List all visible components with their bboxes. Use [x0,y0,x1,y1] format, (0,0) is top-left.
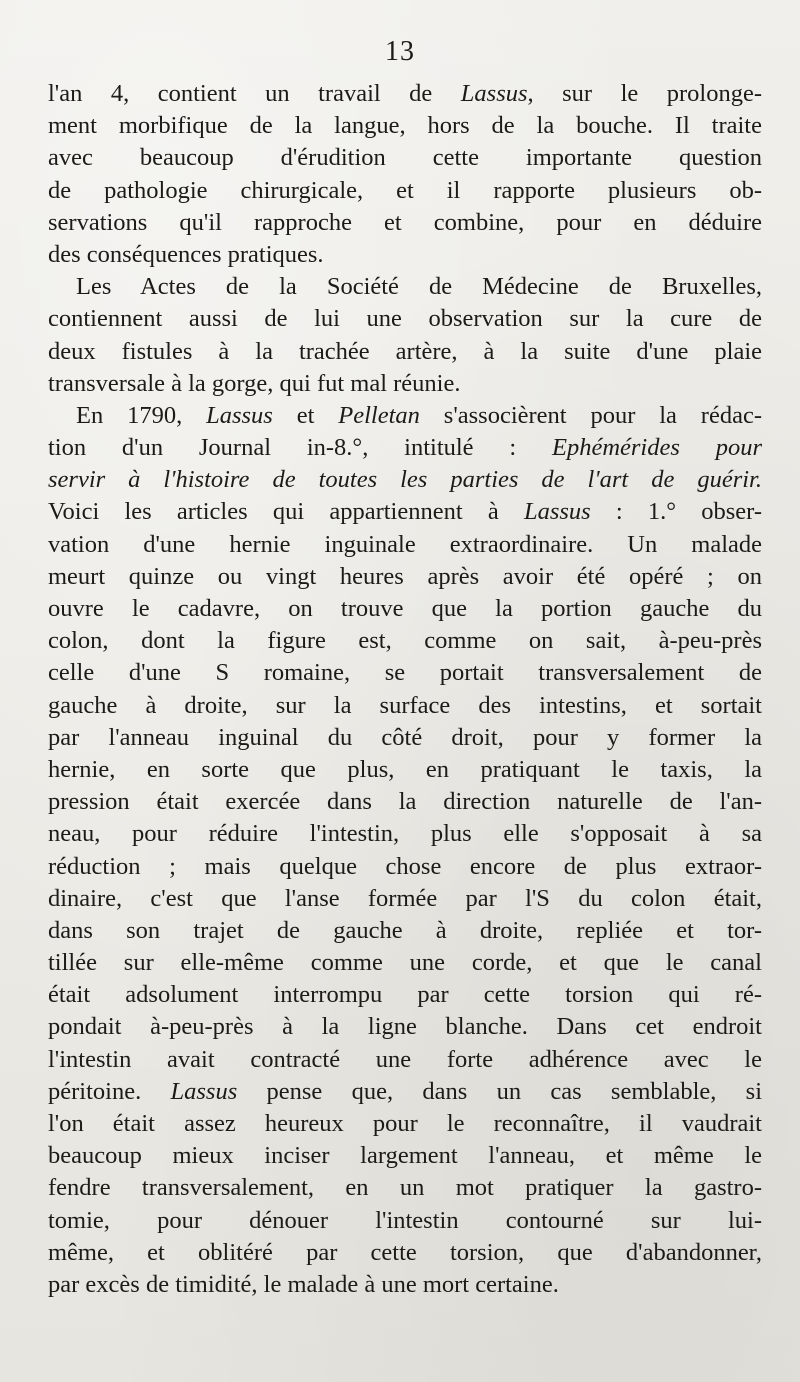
text-line [48,561,762,593]
text-run: En 1790, [76,401,207,429]
text-line [48,722,762,754]
text-run: fendre transversalement, en un mot pratiquer la gastro- [48,1174,762,1202]
text-line [48,529,762,561]
page-number: 13 [385,36,415,67]
italic-text: Lassus [206,401,273,429]
text-run: servations qu'il rapproche et combine, pour en déduire [48,208,762,236]
text-line [48,851,762,883]
text-line [48,786,762,818]
text-line [48,883,762,915]
text-run: réduction ; mais quelque chose encore de plus extraor- [48,852,762,880]
text-line [48,1108,762,1140]
text-line [48,400,762,432]
text-line [48,690,762,722]
text-line [48,78,762,110]
text-run: par excès de timidité, le malade à une mort certaine. [48,1270,559,1298]
text-run: Les Actes de la Société de Médecine de Bruxelles, [76,273,762,301]
text-run: Voici les articles qui appartiennent à [48,498,524,526]
text-run: gauche à droite, sur la surface des intestins, et sortait [48,691,762,719]
text-run: tillée sur elle-même comme une corde, et que le canal [48,949,762,977]
text-line [48,625,762,657]
text-run: pense que, dans un cas semblable, si [237,1077,762,1105]
text-run: colon, dont la figure est, comme on sait, à-peu-près [48,627,762,655]
text-run: péritoine. [48,1077,171,1105]
text-run: s'associèrent pour la rédac- [419,401,762,429]
text-run: l'an 4, contient un travail de [48,80,461,107]
text-run: vation d'une hernie inguinale extraordinaire. Un malade [48,530,762,558]
text-run: tomie, pour dénouer l'intestin contourné sur lui- [48,1206,762,1234]
text-line [48,657,762,689]
text-line [48,979,762,1011]
text-run: beaucoup mieux inciser largement l'anneau, et même le [48,1142,762,1170]
text-run: dinaire, c'est que l'anse formée par l'S du colon était, [48,884,762,912]
text-run: meurt quinze ou vingt heures après avoir été opéré ; on [48,562,762,590]
text-line [48,496,762,528]
text-line [48,271,762,303]
text-run: des conséquences pratiques. [48,240,324,268]
text-run: tion d'un Journal in-8.°, intitulé : [48,434,552,462]
text-line [48,464,762,496]
text-run: et [272,401,339,429]
italic-text: Pelletan [338,401,420,429]
text-run: ment morbifique de la langue, hors de la bouche. Il traite [48,112,762,140]
text-line [48,1044,762,1076]
text-run: contiennent aussi de lui une observation sur la cure de [48,305,762,333]
text-run: l'on était assez heureux pour le reconnaître, il vaudrait [48,1110,762,1137]
text-run: même, et oblitéré par cette torsion, que d'abandonner, [48,1238,762,1266]
text-line [48,593,762,625]
text-line [48,432,762,464]
text-line [48,1269,762,1301]
text-line [48,303,762,335]
italic-text: Lassus [460,80,528,107]
text-run: transversale à la gorge, qui fut mal réunie. [48,369,461,397]
text-run: était adsolument interrompu par cette torsion qui ré- [48,981,762,1009]
text-line [48,915,762,947]
text-run: deux fistules à la trachée artère, à la suite d'une plaie [48,337,762,365]
text-line [48,239,762,271]
text-line [48,947,762,979]
text-line [48,1011,762,1043]
text-run: ouvre le cadavre, on trouve que la portion gauche du [48,595,762,622]
text-run: dans son trajet de gauche à droite, repliée et tor- [48,916,762,944]
text-run: avec beaucoup d'érudition cette importante question [48,144,762,172]
text-line [48,818,762,850]
text-run: de pathologie chirurgicale, et il rapporte plusieurs ob- [48,176,762,204]
body-text [48,78,762,1301]
italic-text: Lassus [170,1077,238,1105]
text-line [48,1205,762,1237]
text-line [48,142,762,174]
italic-text: Ephémérides pour [551,434,762,462]
text-line [48,1172,762,1204]
text-run: pression était exercée dans la direction naturelle de l'an- [48,788,762,816]
text-run: pondait à-peu-près à la ligne blanche. Dans cet endroit [48,1013,762,1041]
text-run: , sur le prolonge- [527,80,762,107]
text-line [48,110,762,142]
text-line [48,368,762,400]
text-line [48,754,762,786]
text-line [48,207,762,239]
text-run: neau, pour réduire l'intestin, plus elle s'opposait à sa [48,820,762,848]
text-run: l'intestin avait contracté une forte adhérence avec le [48,1045,762,1073]
text-line [48,1076,762,1108]
text-line [48,1140,762,1172]
text-run: hernie, en sorte que plus, en pratiquant le taxis, la [48,755,762,783]
text-line [48,336,762,368]
text-run: celle d'une S romaine, se portait transversalement de [48,659,762,687]
text-line [48,175,762,207]
text-line [48,1237,762,1269]
text-run: par l'anneau inguinal du côté droit, pour y former la [48,723,762,751]
text-run: : 1.° obser- [590,498,762,526]
italic-text: servir à l'histoire de toutes les parties de l'art de guérir. [48,466,762,494]
italic-text: Lassus [523,498,591,526]
